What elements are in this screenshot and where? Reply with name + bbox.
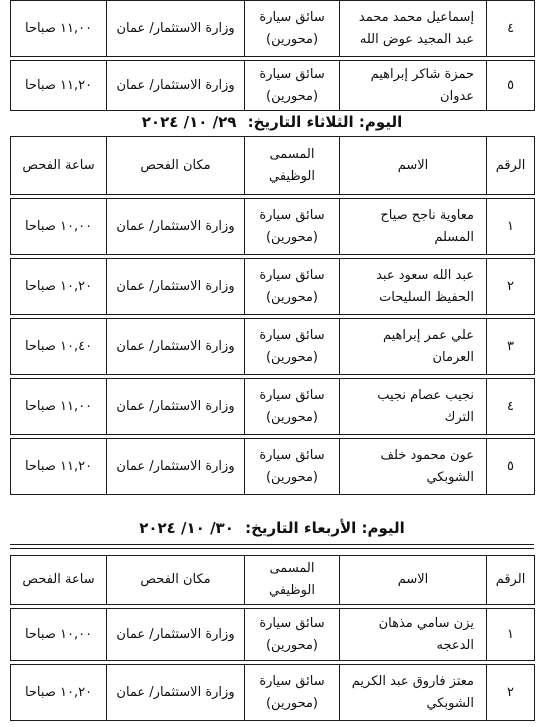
row-name: معاوية ناجح صياح المسلم <box>340 199 487 255</box>
table-row <box>11 61 535 111</box>
table-header-row <box>11 137 535 195</box>
row-job: سائق سيارة (محورين) <box>245 319 340 375</box>
col-header-place: مكان الفحص <box>107 556 245 605</box>
col-header-job: المسمى الوظيفي <box>245 556 340 605</box>
row-name: عون محمود خلف الشوبكي <box>340 439 487 495</box>
row-number: ١ <box>487 609 535 661</box>
col-header-job: المسمى الوظيفي <box>245 137 340 195</box>
table-row <box>11 319 535 375</box>
table-header-row <box>11 556 535 605</box>
col-header-name: الاسم <box>340 137 487 195</box>
table-row <box>11 665 535 721</box>
row-time: ١١,٠٠ صباحا <box>11 1 107 57</box>
row-place: وزارة الاستثمار/ عمان <box>107 319 245 375</box>
row-number: ٣ <box>487 319 535 375</box>
row-job: سائق سيارة (محورين) <box>245 609 340 661</box>
row-time: ١٠,٠٠ صباحا <box>11 199 107 255</box>
col-header-time: ساعة الفحص <box>11 556 107 605</box>
row-number: ٢ <box>487 259 535 315</box>
row-number: ٥ <box>487 439 535 495</box>
col-header-time: ساعة الفحص <box>11 137 107 195</box>
schedule-table-tuesday <box>10 136 535 495</box>
row-time: ١١,٢٠ صباحا <box>11 439 107 495</box>
row-number: ١ <box>487 199 535 255</box>
divider-bar <box>10 544 534 549</box>
day-title-wednesday <box>10 519 534 537</box>
row-place: وزارة الاستثمار/ عمان <box>107 199 245 255</box>
day-title-label: اليوم: الأربعاء التاريخ: <box>245 519 405 537</box>
row-time: ١١,٠٠ صباحا <box>11 379 107 435</box>
row-place: وزارة الاستثمار/ عمان <box>107 259 245 315</box>
day-title-date: ٣٠/ ١٠/ ٢٠٢٤ <box>139 519 234 537</box>
row-name: يزن سامي مذهان الدعجه <box>340 609 487 661</box>
row-number: ٤ <box>487 1 535 57</box>
table-row <box>11 259 535 315</box>
schedule-table-wednesday <box>10 555 535 721</box>
row-time: ١٠,٠٠ صباحا <box>11 609 107 661</box>
row-name: نجيب عصام نجيب الترك <box>340 379 487 435</box>
row-place: وزارة الاستثمار/ عمان <box>107 439 245 495</box>
col-header-name: الاسم <box>340 556 487 605</box>
row-job: سائق سيارة (محورين) <box>245 665 340 721</box>
row-place: وزارة الاستثمار/ عمان <box>107 61 245 111</box>
day-title-date: ٢٩/ ١٠/ ٢٠٢٤ <box>141 113 237 131</box>
row-job: سائق سيارة (محورين) <box>245 199 340 255</box>
day-title-label: اليوم: الثلاثاء التاريخ: <box>247 113 403 131</box>
table-row <box>11 199 535 255</box>
row-job: سائق سيارة (محورين) <box>245 61 340 111</box>
row-job: سائق سيارة (محورين) <box>245 379 340 435</box>
row-place: وزارة الاستثمار/ عمان <box>107 665 245 721</box>
row-time: ١٠,٤٠ صباحا <box>11 319 107 375</box>
row-place: وزارة الاستثمار/ عمان <box>107 379 245 435</box>
col-header-place: مكان الفحص <box>107 137 245 195</box>
day-title-tuesday <box>10 113 534 131</box>
row-number: ٤ <box>487 379 535 435</box>
row-name: إسماعيل محمد محمد عبد المجيد عوض الله <box>340 1 487 57</box>
carry-over-table <box>10 0 535 111</box>
row-job: سائق سيارة (محورين) <box>245 439 340 495</box>
col-header-number: الرقم <box>487 137 535 195</box>
row-name: حمزة شاكر إبراهيم عدوان <box>340 61 487 111</box>
row-number: ٥ <box>487 61 535 111</box>
row-job: سائق سيارة (محورين) <box>245 259 340 315</box>
row-name: علي عمر إبراهيم العرمان <box>340 319 487 375</box>
table-row <box>11 609 535 661</box>
row-number: ٢ <box>487 665 535 721</box>
col-header-number: الرقم <box>487 556 535 605</box>
table-row <box>11 1 535 57</box>
row-place: وزارة الاستثمار/ عمان <box>107 609 245 661</box>
table-row <box>11 439 535 495</box>
row-job: سائق سيارة (محورين) <box>245 1 340 57</box>
row-name: معتز فاروق عبد الكريم الشوبكي <box>340 665 487 721</box>
row-name: عبد الله سعود عبد الحفيظ السليحات <box>340 259 487 315</box>
row-time: ١٠,٢٠ صباحا <box>11 259 107 315</box>
row-time: ١١,٢٠ صباحا <box>11 61 107 111</box>
row-time: ١٠,٢٠ صباحا <box>11 665 107 721</box>
row-place: وزارة الاستثمار/ عمان <box>107 1 245 57</box>
table-row <box>11 379 535 435</box>
